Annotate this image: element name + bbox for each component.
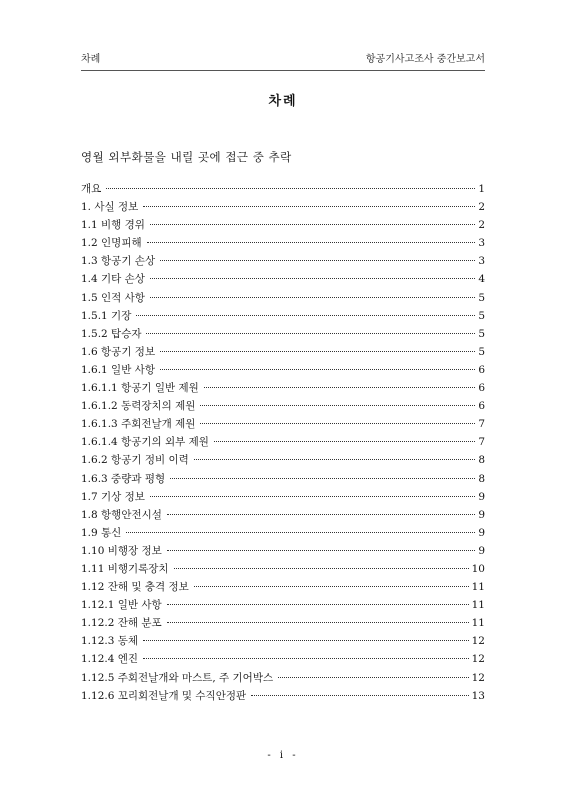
toc-entry-page: 5 (478, 327, 485, 340)
toc-entry[interactable] (81, 198, 485, 216)
toc-entry[interactable] (81, 470, 485, 488)
toc-entry-label: 개요 (81, 183, 102, 195)
toc-entry[interactable] (81, 614, 485, 632)
toc-entry[interactable] (81, 632, 485, 650)
toc-entry-page: 6 (478, 363, 485, 376)
toc-entry-page: 5 (478, 291, 485, 304)
toc-dot-leader (167, 604, 469, 605)
toc-entry-label: 1.8 항행안전시설 (81, 508, 162, 521)
toc-entry[interactable] (81, 325, 485, 343)
toc-entry-page: 12 (471, 671, 485, 684)
toc-entry-label: 1.3 항공기 손상 (81, 255, 156, 268)
toc-entry-label: 1.6.1.1 항공기 일반 제원 (81, 382, 199, 395)
toc-entry[interactable] (81, 415, 485, 433)
toc-entry-label: 1.1 비행 경위 (81, 219, 145, 232)
toc-entry-page: 9 (478, 544, 485, 557)
toc-entry[interactable] (81, 524, 485, 542)
toc-entry[interactable] (81, 216, 485, 234)
toc-entry-label: 1.11 비행기록장치 (81, 562, 169, 575)
toc-entry-label: 1. 사실 정보 (81, 201, 139, 214)
toc-entry[interactable] (81, 451, 485, 469)
toc-entry-label: 1.6.1.4 항공기의 외부 제원 (81, 436, 209, 449)
table-of-contents (81, 180, 485, 705)
toc-entry-label: 1.6.1.3 주회전날개 제원 (81, 418, 196, 431)
toc-entry-label: 1.5.1 기장 (81, 309, 132, 322)
toc-entry-page: 7 (478, 418, 485, 431)
toc-dot-leader (214, 441, 475, 442)
toc-entry-page: 10 (471, 562, 485, 575)
toc-entry-label: 1.12.1 일반 사항 (81, 599, 162, 612)
toc-entry[interactable] (81, 433, 485, 451)
toc-dot-leader (200, 423, 475, 424)
toc-entry-label: 1.5 인적 사항 (81, 291, 145, 304)
header-report-title: 항공기사고조사 중간보고서 (365, 54, 485, 65)
toc-entry-page: 11 (471, 599, 485, 612)
toc-entry[interactable] (81, 234, 485, 252)
toc-entry-page: 8 (478, 472, 485, 485)
toc-dot-leader (143, 658, 469, 659)
toc-dot-leader (150, 278, 475, 279)
toc-dot-leader (167, 550, 476, 551)
toc-dot-leader (160, 369, 475, 370)
toc-dot-leader (146, 333, 475, 334)
toc-entry[interactable] (81, 397, 485, 415)
toc-entry-page: 6 (478, 382, 485, 395)
toc-dot-leader (147, 242, 476, 243)
toc-dot-leader (251, 695, 468, 696)
toc-entry-label: 1.6 항공기 정보 (81, 345, 156, 358)
toc-dot-leader (160, 260, 475, 261)
toc-entry[interactable] (81, 542, 485, 560)
toc-entry[interactable] (81, 488, 485, 506)
toc-entry[interactable] (81, 252, 485, 270)
toc-entry-page: 12 (471, 635, 485, 648)
toc-dot-leader (170, 478, 475, 479)
toc-entry-label: 1.12.3 동체 (81, 635, 139, 648)
toc-entry[interactable] (81, 289, 485, 307)
toc-dot-leader (150, 297, 475, 298)
toc-entry[interactable] (81, 669, 485, 687)
toc-entry-page: 3 (478, 237, 485, 250)
page-header (81, 50, 485, 71)
toc-entry-page: 4 (478, 273, 485, 286)
toc-dot-leader (174, 568, 469, 569)
toc-entry-label: 1.12.4 엔진 (81, 653, 139, 666)
toc-entry-page: 6 (478, 400, 485, 413)
toc-dot-leader (150, 224, 475, 225)
toc-dot-leader (143, 640, 469, 641)
toc-entry[interactable] (81, 379, 485, 397)
page-number: - i - (267, 750, 299, 761)
toc-entry-page: 1 (478, 183, 485, 195)
toc-entry[interactable] (81, 343, 485, 361)
toc-entry-label: 1.6.1.2 동력장치의 제원 (81, 400, 196, 413)
toc-entry[interactable] (81, 560, 485, 578)
toc-entry-label: 1.6.2 항공기 정비 이력 (81, 454, 189, 467)
toc-entry-label: 1.10 비행장 정보 (81, 544, 162, 557)
toc-entry-label: 1.5.2 탑승자 (81, 327, 142, 340)
toc-entry-label: 1.6.3 중량과 평형 (81, 472, 166, 485)
report-subtitle: 영월 외부화물을 내릴 곳에 접근 중 추락 (81, 150, 292, 164)
toc-dot-leader (167, 514, 475, 515)
toc-entry-label: 1.7 기상 정보 (81, 490, 145, 503)
toc-entry-label: 1.4 기타 손상 (81, 273, 145, 286)
toc-entry-page: 9 (478, 526, 485, 539)
toc-entry-page: 12 (471, 653, 485, 666)
toc-entry-page: 3 (478, 255, 485, 268)
toc-entry-page: 9 (478, 490, 485, 503)
toc-dot-leader (150, 496, 475, 497)
toc-entry-label: 1.12.5 주회전날개와 마스트, 주 기어박스 (81, 671, 274, 684)
toc-entry-page: 7 (478, 436, 485, 449)
toc-entry-label: 1.9 통신 (81, 526, 122, 539)
toc-dot-leader (136, 315, 475, 316)
toc-entry-page: 2 (478, 219, 485, 232)
toc-dot-leader (194, 459, 476, 460)
toc-entry-page: 9 (478, 508, 485, 521)
toc-entry-page: 11 (471, 617, 485, 630)
toc-entry-page: 2 (478, 201, 485, 214)
toc-entry[interactable] (81, 307, 485, 325)
toc-entry[interactable] (81, 596, 485, 614)
toc-dot-leader (160, 351, 475, 352)
toc-dot-leader (126, 532, 475, 533)
toc-entry[interactable] (81, 361, 485, 379)
toc-dot-leader (106, 188, 475, 189)
toc-entry-page: 11 (471, 581, 485, 594)
toc-dot-leader (204, 387, 476, 388)
toc-entry[interactable] (81, 180, 485, 198)
toc-dot-leader (278, 677, 469, 678)
toc-dot-leader (200, 405, 475, 406)
toc-entry-page: 5 (478, 345, 485, 358)
toc-entry[interactable] (81, 270, 485, 288)
toc-entry[interactable] (81, 506, 485, 524)
toc-dot-leader (194, 586, 469, 587)
toc-entry[interactable] (81, 578, 485, 596)
toc-entry-label: 1.12.6 꼬리회전날개 및 수직안정판 (81, 689, 247, 702)
header-section-label: 차례 (81, 54, 101, 65)
toc-entry-label: 1.12.2 잔해 분포 (81, 617, 162, 630)
toc-entry-label: 1.6.1 일반 사항 (81, 363, 155, 376)
toc-dot-leader (167, 622, 469, 623)
toc-entry[interactable] (81, 687, 485, 705)
toc-entry-page: 8 (478, 454, 485, 467)
toc-entry-page: 13 (471, 689, 485, 702)
toc-dot-leader (143, 206, 475, 207)
toc-entry[interactable] (81, 650, 485, 668)
toc-entry-page: 5 (478, 309, 485, 322)
page-title: 차례 (268, 94, 298, 109)
toc-entry-label: 1.2 인명피해 (81, 237, 142, 250)
toc-entry-label: 1.12 잔해 및 충격 정보 (81, 581, 189, 594)
